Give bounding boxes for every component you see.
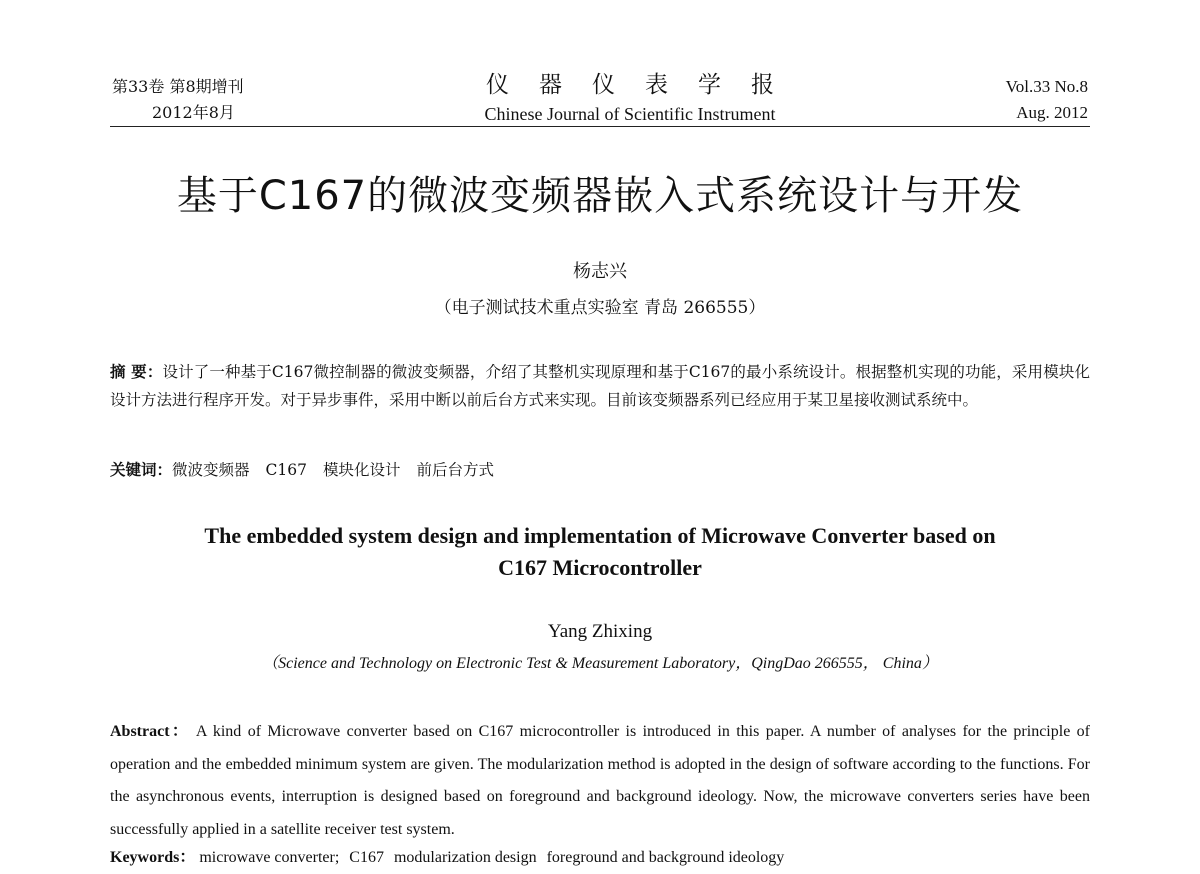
keyword-en: microwave converter; xyxy=(199,849,340,866)
keyword-en: foreground and background ideology xyxy=(546,849,785,866)
abstract-label-cn: 摘 要： xyxy=(110,363,163,381)
keyword-cn: 模块化设计 xyxy=(322,461,401,479)
abstract-en xyxy=(110,716,1090,846)
title-en-line2: C167 Microcontroller xyxy=(498,555,702,580)
keyword-en: modularization design xyxy=(393,849,537,866)
author-cn: 杨志兴 xyxy=(573,261,627,282)
header-volume-cn: 第33卷 第8期增刊 xyxy=(112,77,244,96)
header-date-cn: 2012年8月 xyxy=(152,103,235,122)
abstract-text-en: A kind of Microwave converter based on C167 microcontroller is introduced in this paper. A number of analyses for the principle of operation and the embedded minimum system are given. The modularization method is adopted in the design of software according to the functions. For the asynchronous events, interruption is designed based on foreground and background ideology. Now, the microwave converters series have been successfully applied in a satellite receiver test system. xyxy=(110,723,1090,838)
affiliation-en: （Science and Technology on Electronic Test & Measurement Laboratory，QingDao 266555， China） xyxy=(262,655,938,672)
keyword-en: C167 xyxy=(349,849,384,866)
journal-name-cn: 仪器仪表学报 xyxy=(486,72,804,98)
title-en-line1: The embedded system design and implementation of Microwave Converter based on xyxy=(204,523,996,548)
header-right xyxy=(1006,74,1088,126)
keywords-label-cn: 关键词： xyxy=(110,461,173,479)
keyword-cn: 前后台方式 xyxy=(416,461,495,479)
journal-name-en: Chinese Journal of Scientific Instrument xyxy=(484,104,776,124)
header-date-en: Aug. 2012 xyxy=(1016,103,1088,122)
author-en: Yang Zhixing xyxy=(547,621,653,642)
abstract-text-cn: 设计了一种基于C167微控制器的微波变频器，介绍了其整机实现原理和基于C167的最小系统设计。根据整机实现的功能，采用模块化设计方法进行程序开发。对于异步事件，采用中断以前后台方式来实现。目前该变频器系列已经应用于某卫星接收测试系统中。 xyxy=(110,363,1090,409)
keywords-en xyxy=(110,845,1090,871)
affiliation-cn: （电子测试技术重点实验室 青岛 266555） xyxy=(434,298,766,318)
abstract-cn xyxy=(110,358,1090,414)
paper-title-cn: 基于C167的微波变频器嵌入式系统设计与开发 xyxy=(176,173,1024,219)
keyword-cn: 微波变频器 xyxy=(172,461,250,479)
keywords-cn xyxy=(110,456,1090,484)
keywords-label-en: Keywords： xyxy=(110,849,196,866)
abstract-label-en: Abstract： xyxy=(110,723,191,740)
keyword-cn: C167 xyxy=(265,461,307,479)
header-volume-en: Vol.33 No.8 xyxy=(1005,77,1088,96)
header-rule xyxy=(110,126,1090,127)
paper-title-en xyxy=(130,520,1070,584)
header-center xyxy=(380,70,880,126)
header-left xyxy=(112,74,332,126)
